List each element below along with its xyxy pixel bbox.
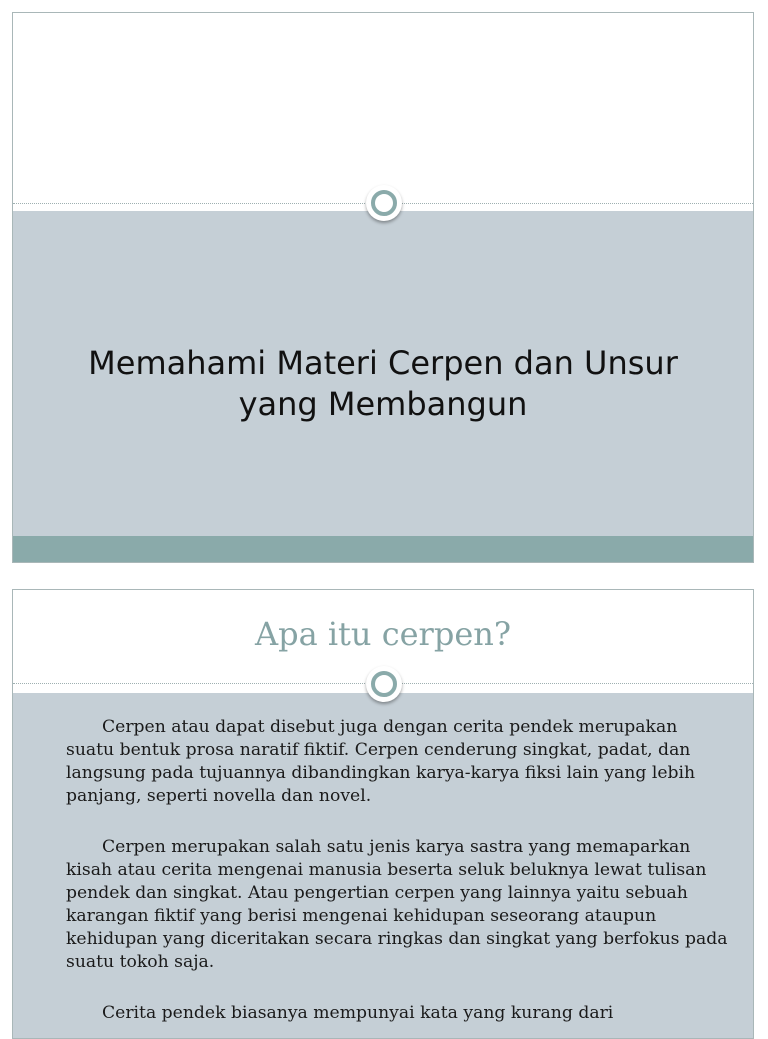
slide-1 xyxy=(12,12,754,563)
slide-title: Apa itu cerpen? xyxy=(254,615,512,653)
paragraph: Cerpen atau dapat disebut juga dengan cerita pendek merupakan suatu bentuk prosa naratif fiktif. Cerpen cenderung singkat, padat, dan langsung pada tujuannya dibandingkan karya-karya fiksi lain yang lebih panjang, seperti novella dan novel. xyxy=(66,717,696,806)
ring-ornament-icon xyxy=(366,666,402,702)
slide-content xyxy=(66,716,728,1039)
slide-title: Memahami Materi Cerpen dan Unsur yang Membangun xyxy=(88,344,678,423)
slide-2 xyxy=(12,589,754,1039)
paragraph: Cerita pendek biasanya mempunyai kata yang kurang dari xyxy=(102,1003,614,1023)
ring-ornament-icon xyxy=(366,185,402,221)
slide-footer-band xyxy=(13,536,753,562)
paragraph: Cerpen merupakan salah satu jenis karya sastra yang memaparkan kisah atau cerita mengenai manusia beserta seluk beluknya lewat tulisan pendek dan singkat. Atau pengertian cerpen yang lainnya yaitu sebuah karangan fiktif yang berisi mengenai kehidupan seseorang ataupun kehidupan yang diceritakan secara ringkas dan singkat yang berfokus pada suatu tokoh saja. xyxy=(66,837,728,972)
slide-header-area xyxy=(13,13,753,205)
